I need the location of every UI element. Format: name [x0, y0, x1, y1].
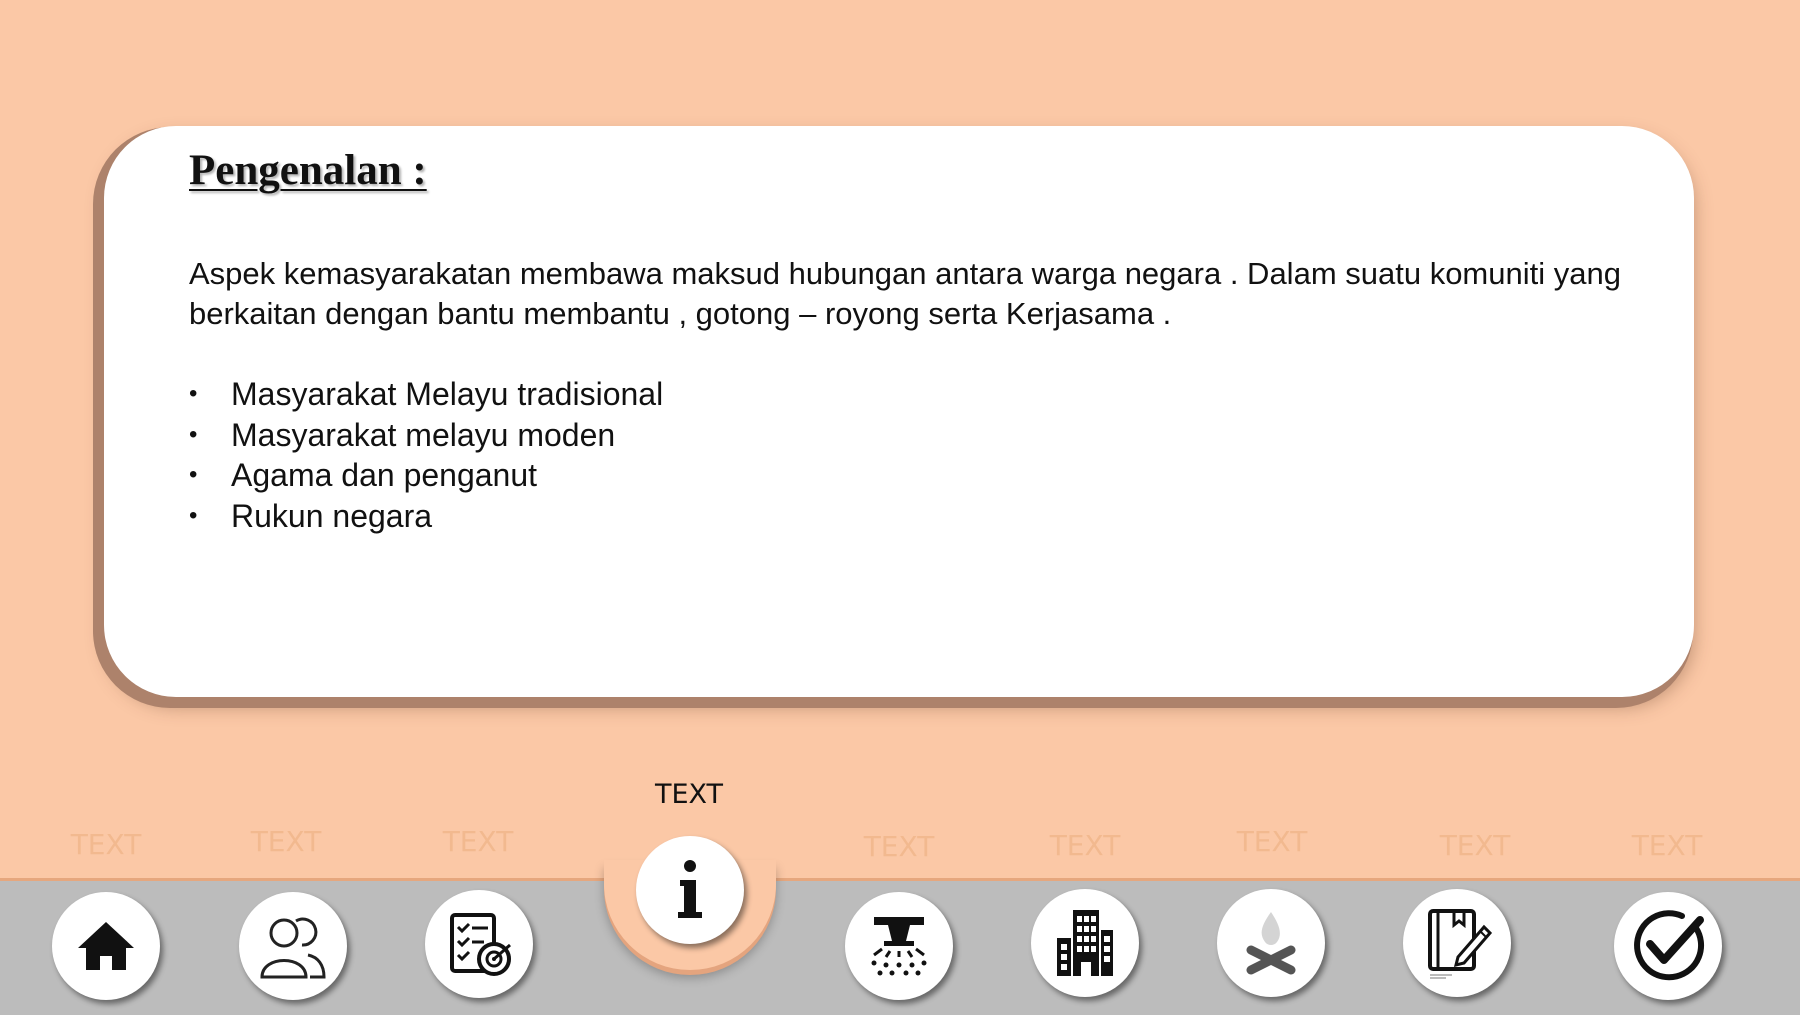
list-item: • Masyarakat Melayu tradisional [189, 374, 663, 415]
nav-button-notebook[interactable] [1403, 889, 1511, 997]
nav-label-sprinkler[interactable]: TEXT [863, 830, 935, 863]
nav-label-home[interactable]: TEXT [70, 828, 142, 861]
nav-label-building[interactable]: TEXT [1049, 829, 1121, 862]
nav-label-users[interactable]: TEXT [250, 825, 322, 858]
nav-button-campfire[interactable] [1217, 889, 1325, 997]
info-icon [670, 858, 710, 922]
nav-button-sprinkler[interactable] [845, 892, 953, 1000]
intro-paragraph: Aspek kemasyarakatan membawa maksud hubungan antara warga negara . Dalam suatu komuniti yang berkaitan dengan bantu membantu , gotong – royong serta Kerjasama . [189, 256, 1621, 331]
intro-card [104, 126, 1694, 697]
nav-button-building[interactable] [1031, 889, 1139, 997]
home-icon [76, 918, 136, 974]
checklist-target-icon [444, 909, 514, 979]
card-title: Pengenalan : [189, 147, 427, 194]
checkmark-icon [1630, 908, 1706, 984]
nav-label-info[interactable]: TEXT [654, 779, 724, 810]
nav-label-notebook[interactable]: TEXT [1439, 829, 1511, 862]
nav-button-info[interactable] [636, 836, 744, 944]
topic-list [189, 374, 663, 536]
nav-label-check[interactable]: TEXT [1631, 829, 1703, 862]
list-item: • Rukun negara [189, 496, 663, 537]
nav-label-campfire[interactable]: TEXT [1236, 825, 1308, 858]
nav-button-checklist[interactable] [425, 890, 533, 998]
nav-button-check[interactable] [1614, 892, 1722, 1000]
notebook-edit-icon [1422, 905, 1492, 981]
nav-label-checklist[interactable]: TEXT [442, 825, 514, 858]
list-item: • Masyarakat melayu moden [189, 415, 663, 456]
list-item: • Agama dan penganut [189, 455, 663, 496]
nav-button-home[interactable] [52, 892, 160, 1000]
nav-button-users[interactable] [239, 892, 347, 1000]
campfire-icon [1241, 908, 1301, 978]
building-icon [1055, 908, 1115, 978]
users-icon [258, 911, 328, 981]
sprinkler-icon [864, 911, 934, 981]
